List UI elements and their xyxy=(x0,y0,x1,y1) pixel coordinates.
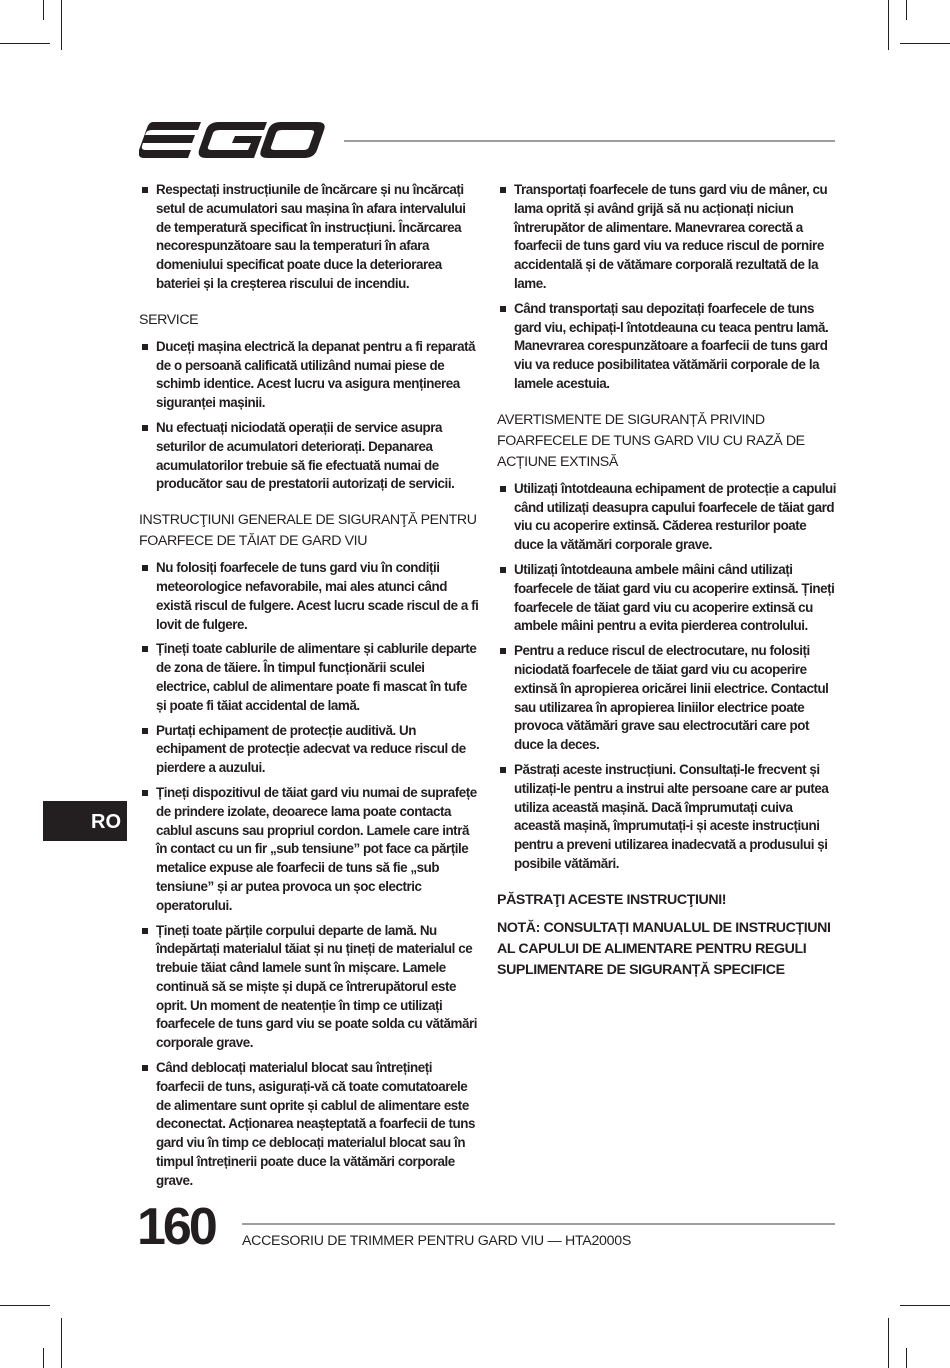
footer-rule xyxy=(242,1223,835,1225)
footer-title: ACCESORIU DE TRIMMER PENTRU GARD VIU — HTA2000S xyxy=(242,1233,631,1249)
crop-mark xyxy=(0,43,50,44)
crop-mark xyxy=(900,1305,950,1306)
crop-mark xyxy=(906,1348,907,1368)
crop-mark xyxy=(900,43,950,44)
list-item: Utilizați întotdeauna ambele mâini când utilizați foarfecele de tăiat gard viu cu acoperire extinsă. Țineți foarfecele de tăiat gard viu cu acoperire extinsă cu ambele mâini pentru a evita pierderea controlului. xyxy=(497,561,837,636)
note-title: NOTĂ: CONSULTAȚI MANUALUL DE INSTRUCȚIUNI AL CAPULUI DE ALIMENTARE PENTRU REGULI SUPLIMENTARE DE SIGURANȚĂ SPECIFICE xyxy=(497,919,831,978)
list-item: Pentru a reduce riscul de electrocutare, nu folosiți niciodată foarfecele de tăiat gard viu cu acoperire extinsă în apropierea oricărei linii electrice. Contactul sau utilizarea în apropierea liniilor electrice poate provoca vătămări grave sau electrocutări care pot duce la deces. xyxy=(497,642,837,755)
keep-instructions-title: PĂSTRAŢI ACESTE INSTRUCŢIUNI! xyxy=(497,891,727,908)
list-item: Țineți toate cablurile de alimentare și cablurile departe de zona de tăiere. În timpul funcționării sculei electrice, cablul de alimentare poate fi mascat în tufe și poate fi tăiat accidental de lamă. xyxy=(139,640,479,715)
bullet-list xyxy=(497,480,837,874)
list-item: Utilizați întotdeauna echipament de protecție a capului când utilizați deasupra capului foarfecele de tăiat gard viu cu acoperire extinsă. Căderea resturilor poate duce la vătămări corporale grave. xyxy=(497,480,837,555)
bullet-list xyxy=(139,338,479,494)
list-item: Transportați foarfecele de tuns gard viu de mâner, cu lama oprită și având grijă să nu acționați niciun întrerupător de alimentare. Manevrarea corectă a foarfecii de tuns gard viu va reduce riscul de pornire accidentală și de vătămare corporală rezultată de la lame. xyxy=(497,181,837,294)
crop-mark xyxy=(43,0,44,20)
crop-mark xyxy=(43,1348,44,1368)
list-item: Țineți toate părțile corpului departe de lamă. Nu îndepărtați materialul tăiat și nu țineți de materialul ce trebuie tăiat când lamele sunt în mișcare. Lamele continuă să se miște și după ce întrerupătorul este oprit. Un moment de neatenție în timp ce utilizați foarfecele de tuns gard viu se poate solda cu vătămări corporale grave. xyxy=(139,922,479,1054)
bullet-list xyxy=(497,181,837,394)
list-item: Nu efectuați niciodată operații de service asupra seturilor de acumulatori deteriorați. Depanarea acumulatorilor trebuie să fie efectuată numai de producător sau de prestatorii autorizați de servicii. xyxy=(139,419,479,494)
header-rule xyxy=(344,140,835,142)
list-item: Nu folosiți foarfecele de tuns gard viu în condiții meteorologice nefavorabile, mai ales atunci când există riscul de fulgere. Acest lucru scade riscul de a fi lovit de fulgere. xyxy=(139,559,479,634)
language-tab: RO xyxy=(43,801,127,841)
crop-mark xyxy=(888,1318,889,1368)
ego-logo xyxy=(139,119,327,161)
list-item: Când transportați sau depozitați foarfecele de tuns gard viu, echipați-l întotdeauna cu teaca pentru lamă. Manevrarea corespunzătoare a foarfecii de tuns gard viu va reduce posibilitatea vătămării corporale de la lamele acestuia. xyxy=(497,300,837,394)
crop-mark xyxy=(906,0,907,20)
list-item: Duceți mașina electrică la depanat pentru a fi reparată de o persoană calificată utilizând numai piese de schimb identice. Acest lucru va asigura menținerea siguranței mașinii. xyxy=(139,338,479,413)
bullet-list xyxy=(139,181,479,294)
crop-mark xyxy=(61,1318,62,1368)
list-item: Când deblocați materialul blocat sau întrețineți foarfecii de tuns, asigurați-vă că toate comutatoarele de alimentare sunt oprite și cablul de alimentare este deconectat. Acționarea neașteptată a foarfecii de tuns gard viu în timp ce deblocați materialul blocat sau în timpul întreținerii poate duce la vătămări corporale grave. xyxy=(139,1059,479,1191)
left-column xyxy=(139,181,479,1197)
list-item: Purtați echipament de protecție auditivă. Un echipament de protecție adecvat va reduce riscul de pierdere a auzului. xyxy=(139,722,479,778)
list-item: Păstrați aceste instrucțiuni. Consultați-le frecvent și utilizați-le pentru a instrui alte persoane care ar putea utiliza această mașină. Dacă împrumutați cuiva această mașină, împrumutați-i și aceste instrucțiuni pentru a preveni utilizarea inadecvată a produsului și posibile vătămări. xyxy=(497,761,837,874)
bullet-list xyxy=(139,559,479,1191)
list-item: Respectați instrucțiunile de încărcare și nu încărcați setul de acumulatori sau mașina în afara intervalului de temperatură specificat în instrucțiuni. Încărcarea necorespunzătoare sau la temperaturi în afara domeniului specificat poate duce la deteriorarea bateriei și la creșterea riscului de incendiu. xyxy=(139,181,479,294)
section-title: SERVICE xyxy=(139,311,199,328)
right-column xyxy=(497,181,837,988)
list-item: Țineți dispozitivul de tăiat gard viu numai de suprafețe de prindere izolate, deoarece lama poate contacta cablul ascuns sau propriul cordon. Lamele care intră în contact cu un fir „sub tensiune” pot face ca părțile metalice expuse ale foarfecii de tuns să fie „sub tensiune” și ar putea provoca un șoc electric operatorului. xyxy=(139,784,479,916)
section-title: AVERTISMENTE DE SIGURANȚĂ PRIVIND FOARFECELE DE TUNS GARD VIU CU RAZĂ DE ACȚIUNE EXTINSĂ xyxy=(497,411,805,470)
crop-mark xyxy=(0,1305,50,1306)
crop-mark xyxy=(888,0,889,50)
page-number: 160 xyxy=(137,1198,215,1256)
crop-mark xyxy=(61,0,62,50)
section-title: INSTRUCŢIUNI GENERALE DE SIGURANŢĂ PENTRU FOARFECE DE TĂIAT DE GARD VIU xyxy=(139,512,477,550)
